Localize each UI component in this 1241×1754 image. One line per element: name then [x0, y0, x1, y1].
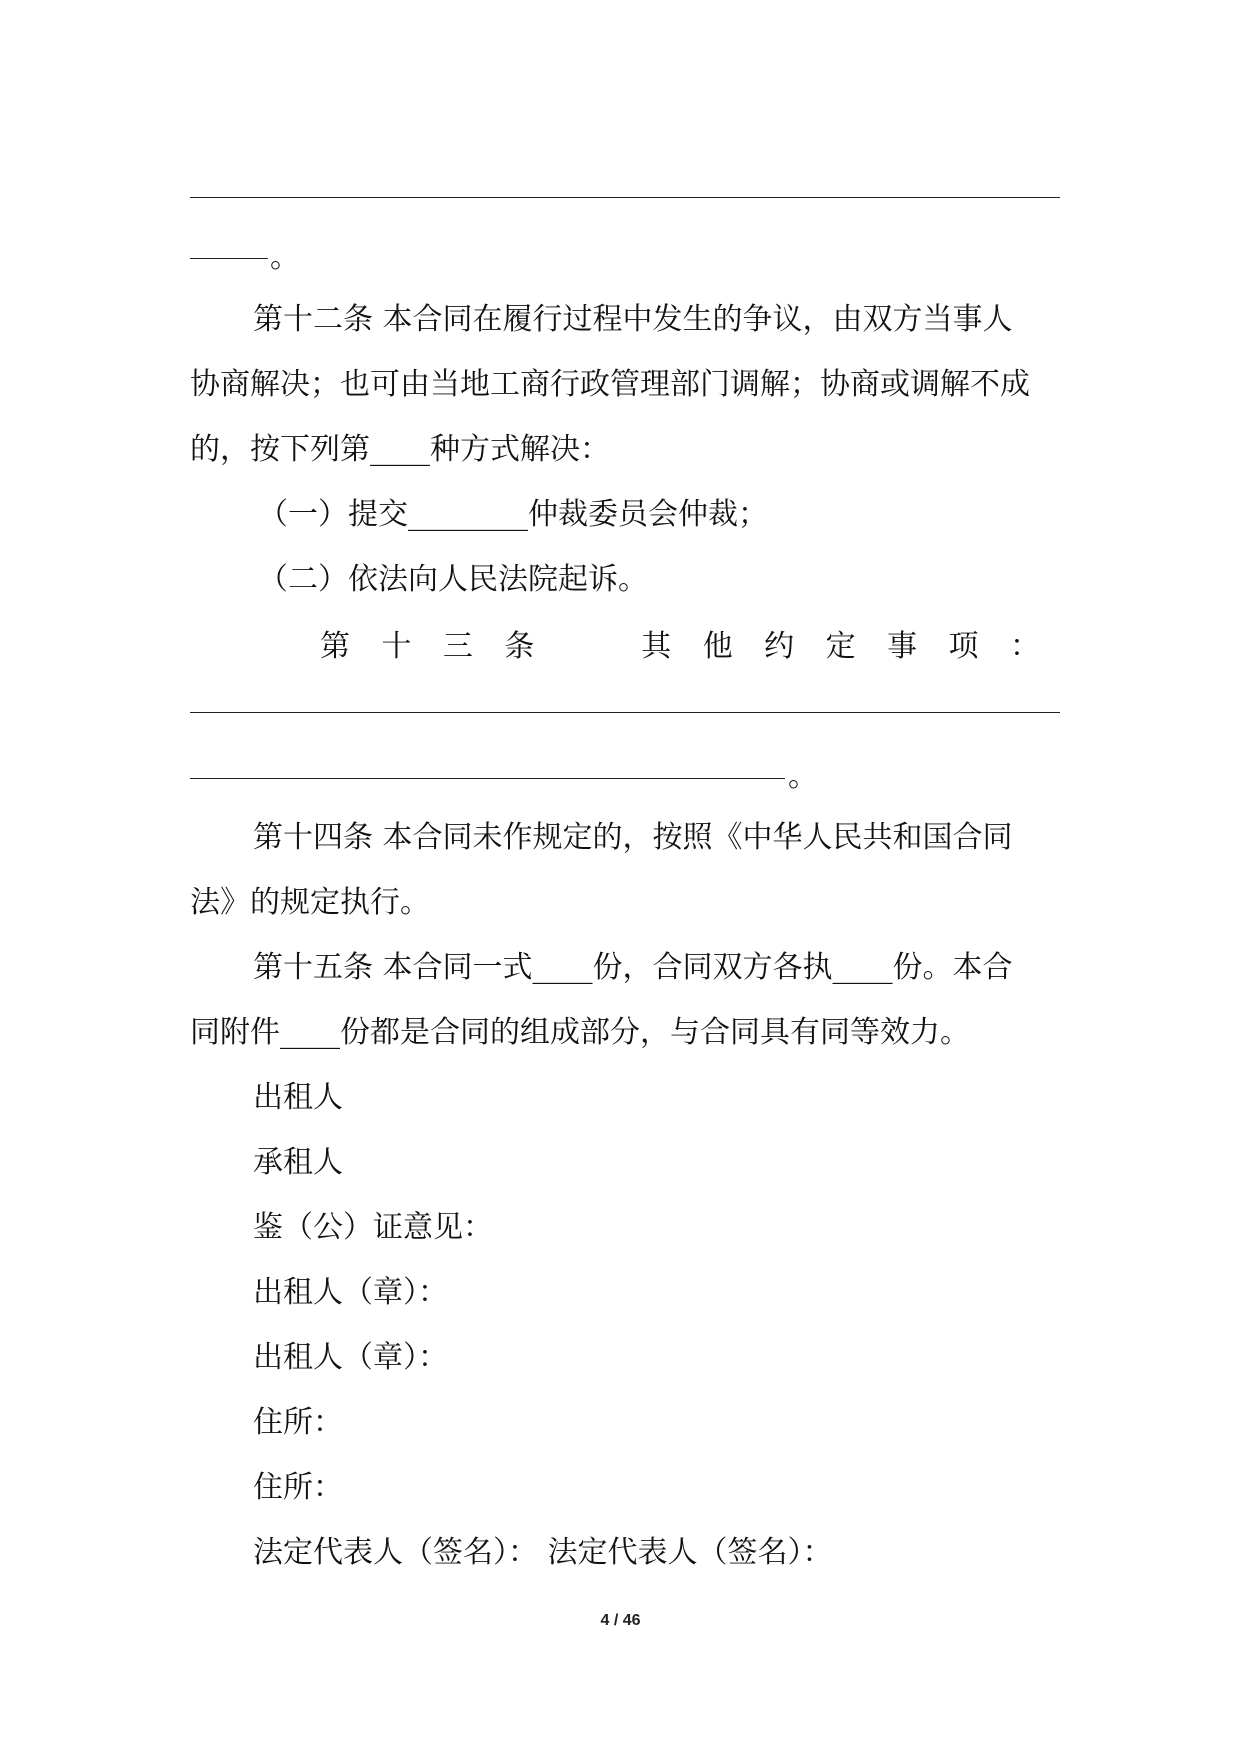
article-13-char: 十 [381, 629, 412, 664]
line-end-period: 。 [788, 759, 818, 794]
blank-fill-line [190, 712, 1060, 713]
blank-fill-line [190, 778, 785, 779]
blank-fill-line [190, 197, 1060, 198]
article-13-char: 其 [641, 629, 672, 664]
signature-lessor: 出租人 [253, 1080, 343, 1115]
article-13-gap [566, 627, 610, 667]
article-14-line-1: 第十四条 本合同未作规定的，按照《中华人民共和国合同 [253, 820, 1013, 855]
signature-address-2: 住所： [253, 1470, 343, 1505]
signature-seal-1: 出租人（章）： [253, 1275, 448, 1310]
dispute-option-1: （一）提交________仲裁委员会仲裁； [258, 497, 768, 532]
blank-fill-line [190, 258, 268, 259]
article-13-char: 第 [320, 629, 350, 664]
article-15-line-2: 同附件____份都是合同的组成部分，与合同具有同等效力。 [190, 1015, 970, 1050]
article-13-char: 定 [825, 629, 856, 664]
signature-address-1: 住所： [253, 1405, 343, 1440]
article-13-char: 约 [764, 629, 795, 664]
article-13-char: 他 [702, 629, 733, 664]
article-15-line-1: 第十五条 本合同一式____份，合同双方各执____份。本合 [253, 950, 1013, 985]
article-13-char: 条 [504, 629, 535, 664]
signature-notary-opinion: 鉴（公）证意见： [253, 1210, 493, 1245]
article-13-char: 三 [442, 629, 473, 664]
article-12-line-1: 第十二条 本合同在履行过程中发生的争议，由双方当事人 [253, 302, 1013, 337]
dispute-option-2: （二）依法向人民法院起诉。 [258, 562, 648, 597]
signature-seal-2: 出租人（章）： [253, 1340, 448, 1375]
article-12-line-3: 的，按下列第____种方式解决： [190, 432, 610, 467]
article-13-char: 事 [887, 629, 918, 664]
article-13-char: ： [1009, 629, 1040, 664]
signature-legal-representative: 法定代表人（签名）： 法定代表人（签名）： [253, 1535, 833, 1570]
signature-lessee: 承租人 [253, 1145, 343, 1180]
line-end-period: 。 [270, 240, 300, 275]
article-13-char: 项 [948, 629, 979, 664]
page-number: 4 / 46 [600, 1612, 641, 1629]
article-12-line-2: 协商解决；也可由当地工商行政管理部门调解；协商或调解不成 [190, 367, 1030, 402]
article-14-line-2: 法》的规定执行。 [190, 885, 430, 920]
article-13-heading [320, 627, 1040, 667]
